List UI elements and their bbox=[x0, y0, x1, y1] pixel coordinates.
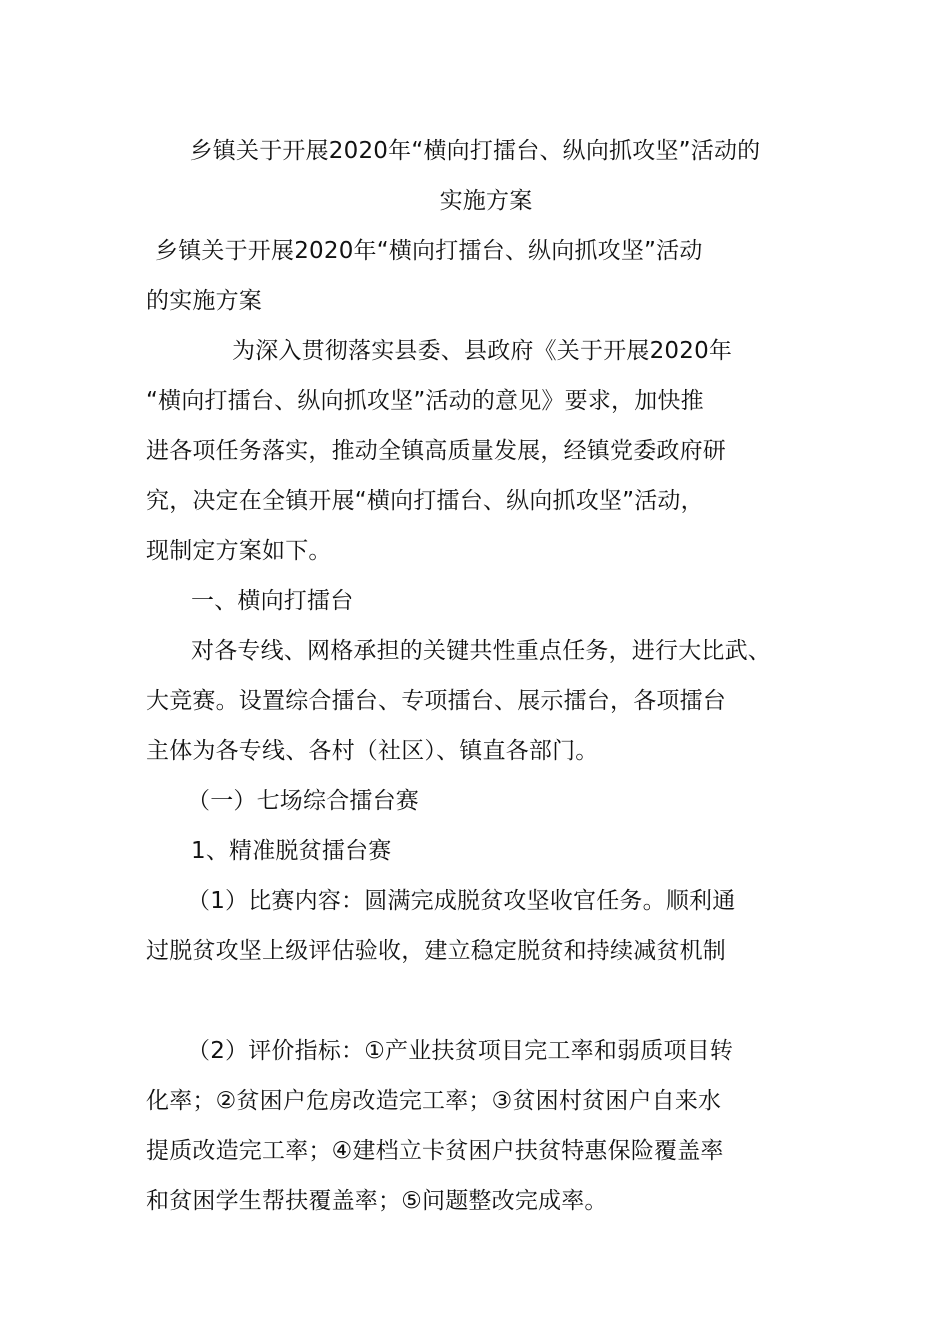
section-paragraph-line-3: 主体为各专线、各村（社区）、镇直各部门。 bbox=[146, 738, 599, 764]
paragraph-line-2: “横向打擂台、纵向抓攻坚”活动的意见》要求，加快推 bbox=[146, 388, 704, 414]
evaluation-line-2: 化率；②贫困户危房改造完工率；③贫困村贫困户自来水 bbox=[146, 1088, 722, 1114]
item-heading: 1、精准脱贫擂台赛 bbox=[191, 838, 392, 864]
paragraph-line-5: 现制定方案如下。 bbox=[146, 538, 332, 564]
subsection-heading: （一）七场综合擂台赛 bbox=[187, 788, 419, 814]
section-heading: 一、横向打擂台 bbox=[191, 588, 354, 614]
section-paragraph-line-1: 对各专线、网格承担的关键共性重点任务，进行大比武、 bbox=[191, 638, 771, 664]
item-content-line-1: （1）比赛内容：圆满完成脱贫攻坚收官任务。顺利通 bbox=[187, 888, 736, 914]
paragraph-line-3: 进各项任务落实，推动全镇高质量发展，经镇党委政府研 bbox=[146, 438, 726, 464]
paragraph-line-1: 为深入贯彻落实县委、县政府《关于开展2020年 bbox=[232, 338, 733, 364]
evaluation-line-3: 提质改造完工率；④建档立卡贫困户扶贫特惠保险覆盖率 bbox=[146, 1138, 724, 1164]
paragraph-line-4: 究，决定在全镇开展“横向打擂台、纵向抓攻坚”活动， bbox=[146, 488, 704, 514]
document-title-line-1: 乡镇关于开展2020年“横向打擂台、纵向抓攻坚”活动的 bbox=[189, 138, 761, 164]
section-paragraph-line-2: 大竞赛。设置综合擂台、专项擂台、展示擂台，各项擂台 bbox=[146, 688, 726, 714]
evaluation-line-4: 和贫困学生帮扶覆盖率；⑤问题整改完成率。 bbox=[146, 1188, 608, 1214]
item-content-line-2: 过脱贫攻坚上级评估验收，建立稳定脱贫和持续减贫机制 bbox=[146, 938, 726, 964]
body-line-2: 的实施方案 bbox=[146, 288, 262, 314]
document-title-line-2: 实施方案 bbox=[439, 188, 533, 214]
evaluation-line-1: （2）评价指标：①产业扶贫项目完工率和弱质项目转 bbox=[187, 1038, 734, 1064]
body-line-1: 乡镇关于开展2020年“横向打擂台、纵向抓攻坚”活动 bbox=[155, 238, 703, 264]
